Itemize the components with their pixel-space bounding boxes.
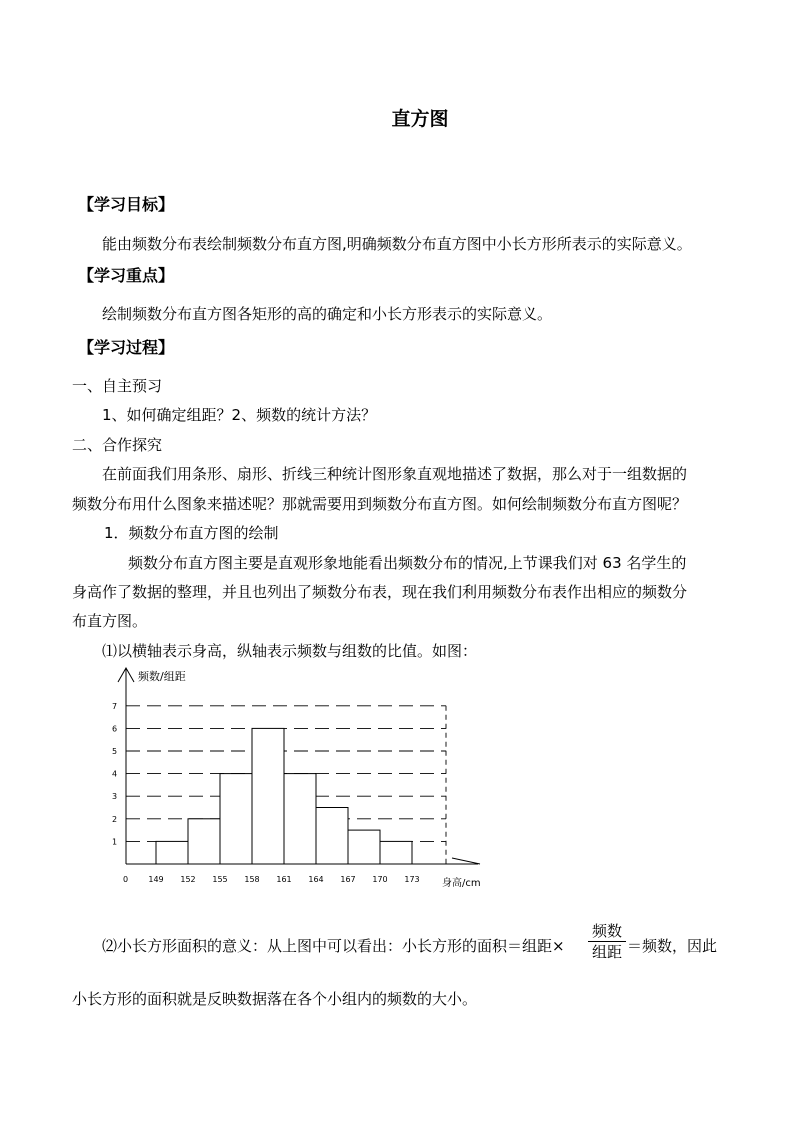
step2-text-start: ⑵小长方形面积的意义：从上图中可以看出：小长方形的面积＝组距× (102, 937, 565, 955)
fraction-numerator: 频数 (591, 922, 622, 940)
focus-text: 绘制频数分布直方图各矩形的高的确定和小长方形表示的实际意义。 (102, 305, 553, 323)
x-tick-label: 149 (148, 875, 164, 884)
y-tick-label: 6 (112, 724, 118, 734)
part2-heading: 二、合作探究 (72, 436, 163, 454)
x-origin-label: 0 (123, 875, 129, 884)
x-axis-label: 身高/cm (442, 878, 481, 889)
goal-text: 能由频数分布表绘制频数分布直方图,明确频数分布直方图中小长方形所表示的实际意义。 (102, 235, 692, 253)
heading-learning-focus: 【学习重点】 (78, 266, 175, 285)
page-title: 直方图 (391, 108, 449, 130)
x-tick-label: 170 (372, 875, 388, 884)
x-tick-label: 164 (308, 875, 324, 884)
x-tick-label: 173 (404, 875, 420, 884)
histogram-bar (380, 841, 412, 864)
histogram-bar (188, 819, 220, 864)
heading-learning-goals: 【学习目标】 (78, 195, 175, 214)
fraction-denominator: 组距 (591, 943, 622, 961)
x-tick-label: 158 (244, 875, 260, 884)
step2-text-end: ＝频数，因此 (627, 937, 718, 955)
y-tick-label: 5 (112, 747, 118, 756)
y-tick-label: 2 (112, 814, 118, 824)
histogram-bar (284, 774, 316, 864)
y-tick-label: 4 (112, 769, 118, 779)
x-tick-label: 152 (180, 875, 196, 884)
y-tick-label: 7 (112, 701, 118, 711)
para-line-1: 频数分布直方图主要是直观形象地能看出频数分布的情况,上节课我们对 63 名学生的 (128, 554, 687, 572)
step1-text: ⑴以横轴表示身高，纵轴表示频数与组数的比值。如图： (102, 642, 478, 660)
histogram-bar (348, 830, 380, 864)
question-text: 1、如何确定组距？2、频数的统计方法？ (102, 406, 377, 424)
intro-line-1: 在前面我们用条形、扇形、折线三种统计图形象直观地描述了数据，那么对于一组数据的 (102, 465, 688, 483)
histogram-chart (110, 662, 500, 898)
para-line-3: 布直方图。 (72, 612, 148, 630)
histogram-bar (252, 728, 284, 864)
histogram-bar (156, 841, 188, 864)
x-axis-arrow (452, 858, 480, 864)
x-tick-label: 155 (212, 875, 228, 884)
histogram-bar (316, 808, 348, 865)
fraction (588, 922, 626, 961)
subheading-histogram-drawing: 1．频数分布直方图的绘制 (104, 524, 279, 542)
step2-conclusion: 小长方形的面积就是反映数据落在各个小组内的频数的大小。 (72, 990, 478, 1008)
heading-learning-process: 【学习过程】 (78, 338, 175, 357)
x-tick-label: 161 (276, 875, 292, 884)
part1-heading: 一、自主预习 (72, 377, 163, 395)
x-tick-label: 167 (340, 875, 356, 884)
intro-line-2: 频数分布用什么图象来描述呢？那就需要用到频数分布直方图。如何绘制频数分布直方图呢？ (72, 495, 688, 513)
y-tick-label: 3 (112, 792, 118, 802)
histogram-bar (220, 774, 252, 864)
y-axis-label: 频数/组距 (138, 670, 186, 683)
fraction-bar (588, 941, 626, 942)
y-tick-label: 1 (112, 837, 118, 847)
para-line-2: 身高作了数据的整理，并且也列出了频数分布表，现在我们利用频数分布表作出相应的频数分 (72, 583, 688, 601)
